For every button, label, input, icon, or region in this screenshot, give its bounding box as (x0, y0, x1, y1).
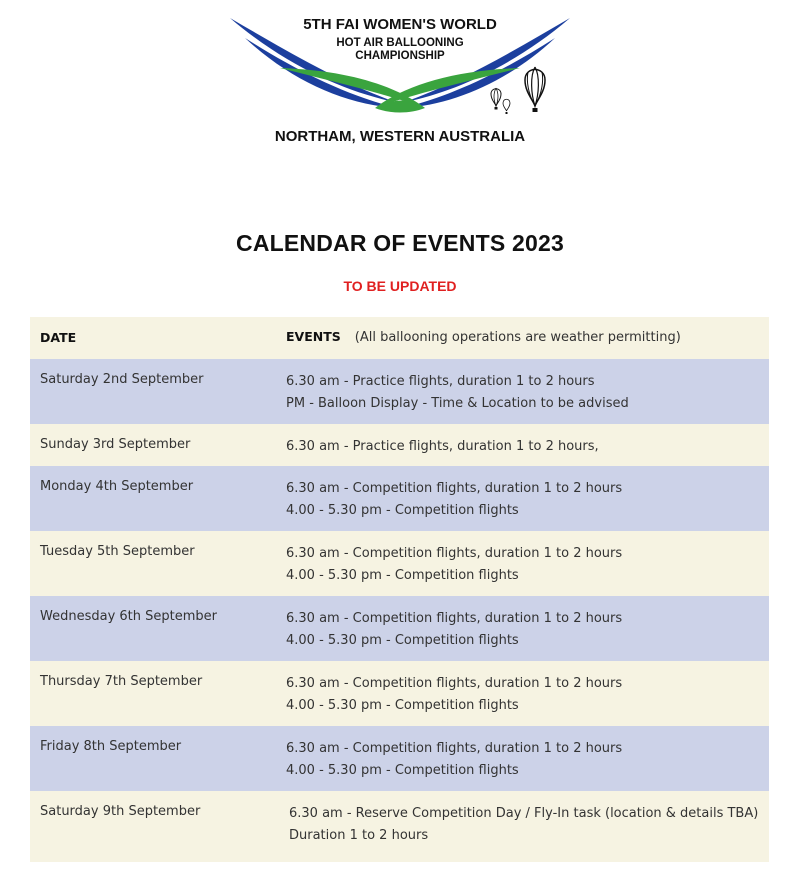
event-line: 6.30 am - Competition flights, duration 1 to 2 hours (286, 741, 623, 756)
table-row (30, 596, 769, 661)
header-date: DATE (40, 330, 77, 345)
row-events (289, 803, 758, 847)
header-events-cell (286, 326, 681, 349)
table-row (30, 726, 769, 791)
row-events (286, 608, 622, 652)
event-line: 6.30 am - Competition flights, duration 1 to 2 hours (286, 546, 623, 561)
event-line: 6.30 am - Competition flights, duration 1 to 2 hours (286, 481, 623, 496)
event-line: 4.00 - 5.30 pm - Competition flights (286, 698, 519, 713)
page-title: CALENDAR OF EVENTS 2023 (236, 230, 564, 256)
events-calendar-table (30, 317, 769, 862)
event-line: 6.30 am - Reserve Competition Day / Fly-In task (location & details TBA) (289, 806, 759, 821)
event-line: 6.30 am - Practice flights, duration 1 to 2 hours, (286, 439, 599, 454)
event-line: 4.00 - 5.30 pm - Competition flights (286, 503, 519, 518)
small-balloon-icon (491, 88, 501, 110)
row-date: Monday 4th September (40, 479, 194, 494)
logo-title-line-3: CHAMPIONSHIP (355, 50, 445, 62)
event-line: 6.30 am - Practice flights, duration 1 to 2 hours (286, 374, 595, 389)
hot-air-balloon-icon (525, 67, 545, 112)
event-line: 4.00 - 5.30 pm - Competition flights (286, 568, 519, 583)
row-events (286, 371, 629, 415)
event-line: 4.00 - 5.30 pm - Competition flights (286, 633, 519, 648)
table-row (30, 424, 769, 466)
update-notice: TO BE UPDATED (343, 278, 457, 294)
table-row (30, 531, 769, 596)
row-date: Friday 8th September (40, 739, 182, 754)
logo-title-line-1: 5TH FAI WOMEN'S WORLD (303, 16, 497, 33)
header-events: EVENTS (286, 329, 341, 344)
row-date: Wednesday 6th September (40, 609, 217, 624)
row-date: Sunday 3rd September (40, 437, 191, 452)
table-row (30, 466, 769, 531)
row-date: Thursday 7th September (40, 674, 203, 689)
event-line: PM - Balloon Display - Time & Location to be advised (286, 396, 629, 411)
row-events (286, 673, 622, 717)
tiny-balloon-icon (503, 99, 510, 114)
championship-logo (225, 10, 575, 150)
row-events (286, 543, 622, 587)
logo-title-line-2: HOT AIR BALLOONING (336, 37, 464, 49)
table-row (30, 661, 769, 726)
row-events (286, 436, 599, 458)
logo-location: NORTHAM, WESTERN AUSTRALIA (274, 128, 526, 145)
event-line: 6.30 am - Competition flights, duration 1 to 2 hours (286, 676, 623, 691)
row-date: Saturday 9th September (40, 804, 201, 819)
header-note: (All ballooning operations are weather permitting) (354, 330, 681, 345)
row-date: Tuesday 5th September (40, 544, 195, 559)
row-date: Saturday 2nd September (40, 372, 204, 387)
table-row (30, 791, 769, 862)
event-line: Duration 1 to 2 hours (289, 828, 429, 843)
table-header-row (30, 317, 769, 359)
row-events (286, 478, 622, 522)
event-line: 4.00 - 5.30 pm - Competition flights (286, 763, 519, 778)
row-events (286, 738, 622, 782)
table-row (30, 359, 769, 424)
event-line: 6.30 am - Competition flights, duration 1 to 2 hours (286, 611, 623, 626)
